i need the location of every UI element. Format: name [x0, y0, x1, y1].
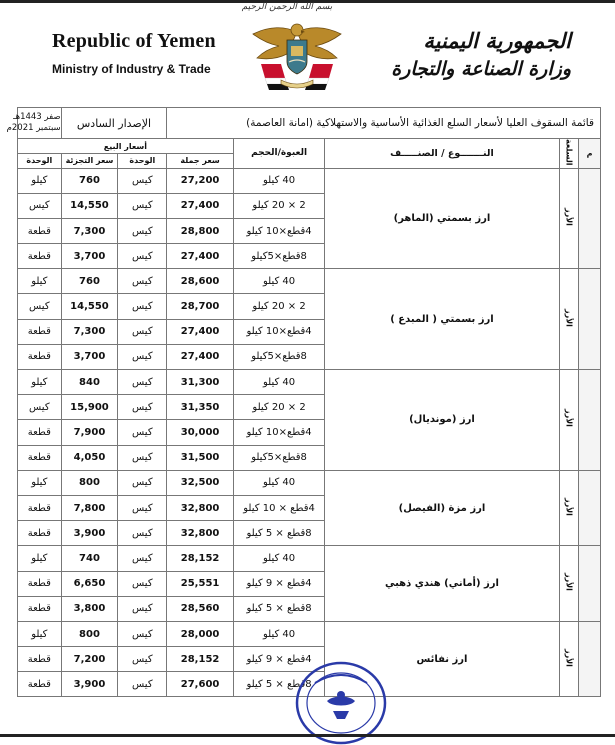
retail-price-cell: 3,700 [61, 244, 118, 269]
commodity-label: الأرز [564, 308, 574, 327]
package-cell: 40 كيلو [233, 168, 325, 193]
commodity-cell [559, 168, 579, 269]
unit-cell: كيس [118, 571, 167, 596]
yemen-eagle-emblem-icon [247, 18, 347, 92]
package-cell: 4قطع × 10 كيلو [233, 495, 325, 520]
col-header-wholesale: سعر جملة [167, 154, 233, 168]
retail-price-cell: 800 [61, 470, 118, 495]
col-header-sale-prices: أسعار البيع [18, 139, 234, 154]
product-name-cell: ارز مزة (الفيصل) [325, 470, 559, 546]
unit-cell: كيس [118, 445, 167, 470]
retail-unit-cell: كيلو [18, 621, 62, 646]
row-index-cell [579, 470, 601, 546]
wholesale-price-cell: 28,152 [167, 546, 233, 571]
package-cell: 2 × 20 كيلو [233, 193, 325, 218]
col-header-m: م [579, 139, 601, 169]
retail-unit-cell: قطعة [18, 244, 62, 269]
unit-cell: كيس [118, 370, 167, 395]
col-header-commodity [559, 139, 579, 169]
retail-price-cell: 7,300 [61, 319, 118, 344]
package-cell: 8قطع×5كيلو [233, 244, 325, 269]
package-cell: 40 كيلو [233, 621, 325, 646]
retail-unit-cell: قطعة [18, 420, 62, 445]
wholesale-price-cell: 27,400 [167, 244, 233, 269]
retail-unit-cell: كيلو [18, 269, 62, 294]
retail-price-cell: 800 [61, 621, 118, 646]
wholesale-price-cell: 32,500 [167, 470, 233, 495]
retail-unit-cell: كيلو [18, 168, 62, 193]
wholesale-price-cell: 25,551 [167, 571, 233, 596]
row-index-cell [579, 546, 601, 622]
basmala: بسم الله الرحمن الرحيم [241, 2, 333, 12]
row-index-cell [579, 370, 601, 471]
row-index-cell [579, 621, 601, 697]
retail-unit-cell: قطعة [18, 647, 62, 672]
wholesale-price-cell: 32,800 [167, 495, 233, 520]
commodity-cell [559, 621, 579, 697]
edition-label: الإصدار السادس [61, 108, 167, 139]
commodity-cell [559, 546, 579, 622]
retail-unit-cell: قطعة [18, 571, 62, 596]
col-header-type: النـــــــوع / الصنـــــف [325, 139, 559, 169]
package-cell: 4قطع×10 كيلو [233, 420, 325, 445]
commodity-label: الأرز [564, 409, 574, 428]
product-name-cell: ارز بسمتي ( المبدع ) [325, 269, 559, 370]
unit-cell: كيس [118, 294, 167, 319]
unit-cell: كيس [118, 168, 167, 193]
retail-price-cell: 3,900 [61, 672, 118, 697]
retail-unit-cell: قطعة [18, 672, 62, 697]
retail-price-cell: 6,650 [61, 571, 118, 596]
wholesale-price-cell: 28,800 [167, 218, 233, 243]
unit-cell: كيس [118, 244, 167, 269]
wholesale-price-cell: 28,560 [167, 596, 233, 621]
retail-unit-cell: كيلو [18, 470, 62, 495]
unit-cell: كيس [118, 672, 167, 697]
unit-cell: كيس [118, 621, 167, 646]
commodity-cell [559, 370, 579, 471]
wholesale-price-cell: 28,152 [167, 647, 233, 672]
wholesale-price-cell: 27,600 [167, 672, 233, 697]
unit-cell: كيس [118, 470, 167, 495]
package-cell: 8قطع×5كيلو [233, 344, 325, 369]
en-ministry-title: Ministry of Industry & Trade [52, 62, 211, 76]
row-index-cell [579, 168, 601, 269]
ar-ministry-title: وزارة الصناعة والتجارة [391, 58, 571, 80]
commodity-label: الأرز [564, 648, 574, 667]
unit-cell: كيس [118, 319, 167, 344]
retail-unit-cell: كيس [18, 294, 62, 319]
retail-unit-cell: كيس [18, 193, 62, 218]
package-cell: 4قطع × 9 كيلو [233, 647, 325, 672]
retail-unit-cell: قطعة [18, 344, 62, 369]
col-header-commodity-label: السلعة [564, 139, 574, 166]
table-title: قائمة السقوف العليا لأسعار السلع الغذائية الأساسية والاستهلاكية (امانة العاصمة) [167, 108, 601, 139]
unit-cell: كيس [118, 596, 167, 621]
commodity-cell [559, 470, 579, 546]
price-ceiling-table [6, 107, 601, 697]
package-cell: 40 كيلو [233, 546, 325, 571]
retail-unit-cell: قطعة [18, 495, 62, 520]
col-header-package: العبوة/الحجم [233, 139, 325, 169]
wholesale-price-cell: 28,600 [167, 269, 233, 294]
commodity-label: الأرز [564, 207, 574, 226]
col-header-unit2: الوحدة [18, 154, 62, 168]
unit-cell: كيس [118, 546, 167, 571]
retail-price-cell: 3,700 [61, 344, 118, 369]
retail-price-cell: 15,900 [61, 395, 118, 420]
package-cell: 4قطع × 9 كيلو [233, 571, 325, 596]
table-row [18, 269, 601, 294]
wholesale-price-cell: 30,000 [167, 420, 233, 445]
wholesale-price-cell: 28,700 [167, 294, 233, 319]
unit-cell: كيس [118, 521, 167, 546]
retail-unit-cell: قطعة [18, 319, 62, 344]
retail-price-cell: 7,300 [61, 218, 118, 243]
date-hijri: صفر 1443هـ [13, 112, 61, 122]
retail-price-cell: 840 [61, 370, 118, 395]
retail-price-cell: 14,550 [61, 294, 118, 319]
retail-price-cell: 7,200 [61, 647, 118, 672]
package-cell: 8قطع×5كيلو [233, 445, 325, 470]
package-cell: 2 × 20 كيلو [233, 395, 325, 420]
date-gregorian: سبتمبر 2021م [6, 123, 61, 133]
wholesale-price-cell: 27,200 [167, 168, 233, 193]
unit-cell: كيس [118, 495, 167, 520]
unit-cell: كيس [118, 218, 167, 243]
wholesale-price-cell: 28,000 [167, 621, 233, 646]
col-header-unit: الوحدة [118, 154, 167, 168]
unit-cell: كيس [118, 193, 167, 218]
retail-price-cell: 7,800 [61, 495, 118, 520]
product-name-cell: ارز بسمتي (الماهر) [325, 168, 559, 269]
package-cell: 40 كيلو [233, 470, 325, 495]
unit-cell: كيس [118, 395, 167, 420]
page-bottom-border [0, 734, 615, 737]
retail-unit-cell: قطعة [18, 218, 62, 243]
wholesale-price-cell: 27,400 [167, 344, 233, 369]
wholesale-price-cell: 27,400 [167, 319, 233, 344]
ministry-seal-stamp-icon [293, 655, 389, 745]
commodity-label: الأرز [564, 573, 574, 592]
retail-price-cell: 760 [61, 269, 118, 294]
ar-republic-title: الجمهورية اليمنية [423, 28, 571, 53]
wholesale-price-cell: 32,800 [167, 521, 233, 546]
retail-price-cell: 4,050 [61, 445, 118, 470]
retail-unit-cell: قطعة [18, 521, 62, 546]
package-cell: 4قطع×10 كيلو [233, 319, 325, 344]
wholesale-price-cell: 31,350 [167, 395, 233, 420]
retail-unit-cell: كيس [18, 395, 62, 420]
table-row [18, 168, 601, 193]
wholesale-price-cell: 31,500 [167, 445, 233, 470]
package-cell: 8قطع × 5 كيلو [233, 596, 325, 621]
package-cell: 40 كيلو [233, 370, 325, 395]
table-row [18, 470, 601, 495]
package-cell: 40 كيلو [233, 269, 325, 294]
commodity-label: الأرز [564, 497, 574, 516]
date-cell [6, 108, 62, 139]
commodity-cell [559, 269, 579, 370]
table-row [18, 621, 601, 646]
retail-price-cell: 740 [61, 546, 118, 571]
retail-price-cell: 760 [61, 168, 118, 193]
row-index-cell [579, 269, 601, 370]
unit-cell: كيس [118, 344, 167, 369]
product-name-cell: ارز (مونديال) [325, 370, 559, 471]
retail-unit-cell: قطعة [18, 596, 62, 621]
product-name-cell: ارز نفائس [325, 621, 559, 697]
package-cell: 4قطع×10 كيلو [233, 218, 325, 243]
table-row [18, 370, 601, 395]
retail-price-cell: 14,550 [61, 193, 118, 218]
retail-price-cell: 3,800 [61, 596, 118, 621]
package-cell: 8قطع × 5 كيلو [233, 521, 325, 546]
package-cell: 8قطع × 5 كيلو [233, 672, 325, 697]
unit-cell: كيس [118, 420, 167, 445]
wholesale-price-cell: 27,400 [167, 193, 233, 218]
wholesale-price-cell: 31,300 [167, 370, 233, 395]
unit-cell: كيس [118, 269, 167, 294]
unit-cell: كيس [118, 647, 167, 672]
package-cell: 2 × 20 كيلو [233, 294, 325, 319]
retail-price-cell: 3,900 [61, 521, 118, 546]
retail-unit-cell: قطعة [18, 445, 62, 470]
retail-price-cell: 7,900 [61, 420, 118, 445]
retail-unit-cell: كيلو [18, 546, 62, 571]
en-republic-title: Republic of Yemen [52, 30, 216, 52]
retail-unit-cell: كيلو [18, 370, 62, 395]
col-header-retail: سعر التجزئة [61, 154, 118, 168]
product-name-cell: ارز (أماني) هندي ذهبي [325, 546, 559, 622]
table-row [18, 546, 601, 571]
